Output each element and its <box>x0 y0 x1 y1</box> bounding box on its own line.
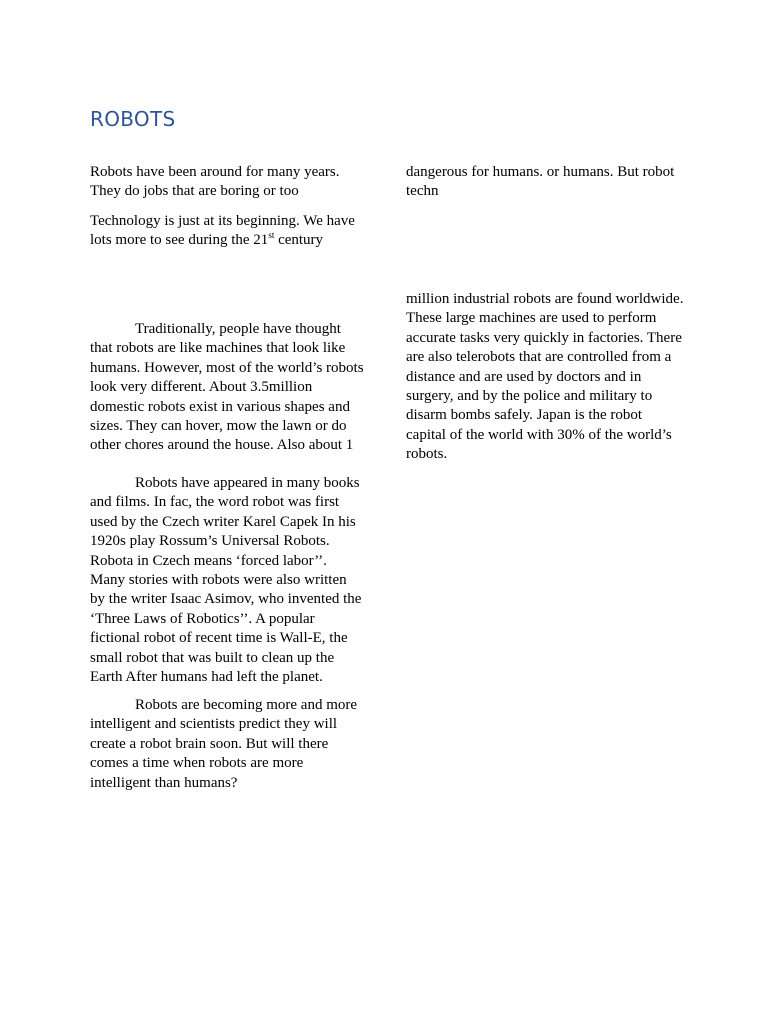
left-paragraph-1: Robots have been around for many years. They do jobs that are boring or too <box>90 164 340 200</box>
left-paragraph-2-tail: century <box>274 232 324 249</box>
right-paragraph-2: million industrial robots are found worldwide. These large machines are used to perform accurate tasks very quickly in factories. There are also telerobots that are controlled from a distance and are used by doctors and in surgery, and by the police and military to disarm bombs safely. Japan is the robot capital of the world with 30% of the world’s robots. <box>406 291 684 463</box>
document-title: ROBOTS <box>90 107 176 131</box>
right-paragraph-1: dangerous for humans. or humans. But robot techn <box>406 164 675 200</box>
ordinal-suffix: st <box>268 230 275 241</box>
left-paragraph-5: Robots are becoming more and more intelligent and scientists predict they will create a robot brain soon. But will there comes a time when robots are more intelligent than humans? <box>90 697 358 791</box>
left-paragraph-2-text: Technology is just at its beginning. We have lots more to see during the 21 <box>90 213 355 249</box>
left-paragraph-3: Traditionally, people have thought that robots are like machines that look like humans. However, most of the world’s robots look very different. About 3.5million domestic robots exist in various shapes and sizes. They can hover, mow the lawn or do other chores around the house. Also about 1 <box>90 321 364 454</box>
left-paragraph-4: Robots have appeared in many books and films. In fac, the word robot was first used by the Czech writer Karel Capek In his 1920s play Rossum’s Universal Robots. Robota in Czech means ‘forced labor’’. Many stories with robots were also written by the writer Isaac Asimov, who invented the ‘Three Laws of Robotics’’. A popular fictional robot of recent time is Wall-E, the small robot that was built to clean up the Earth After humans had left the planet. <box>90 475 362 686</box>
left-paragraph-2 <box>90 212 365 251</box>
